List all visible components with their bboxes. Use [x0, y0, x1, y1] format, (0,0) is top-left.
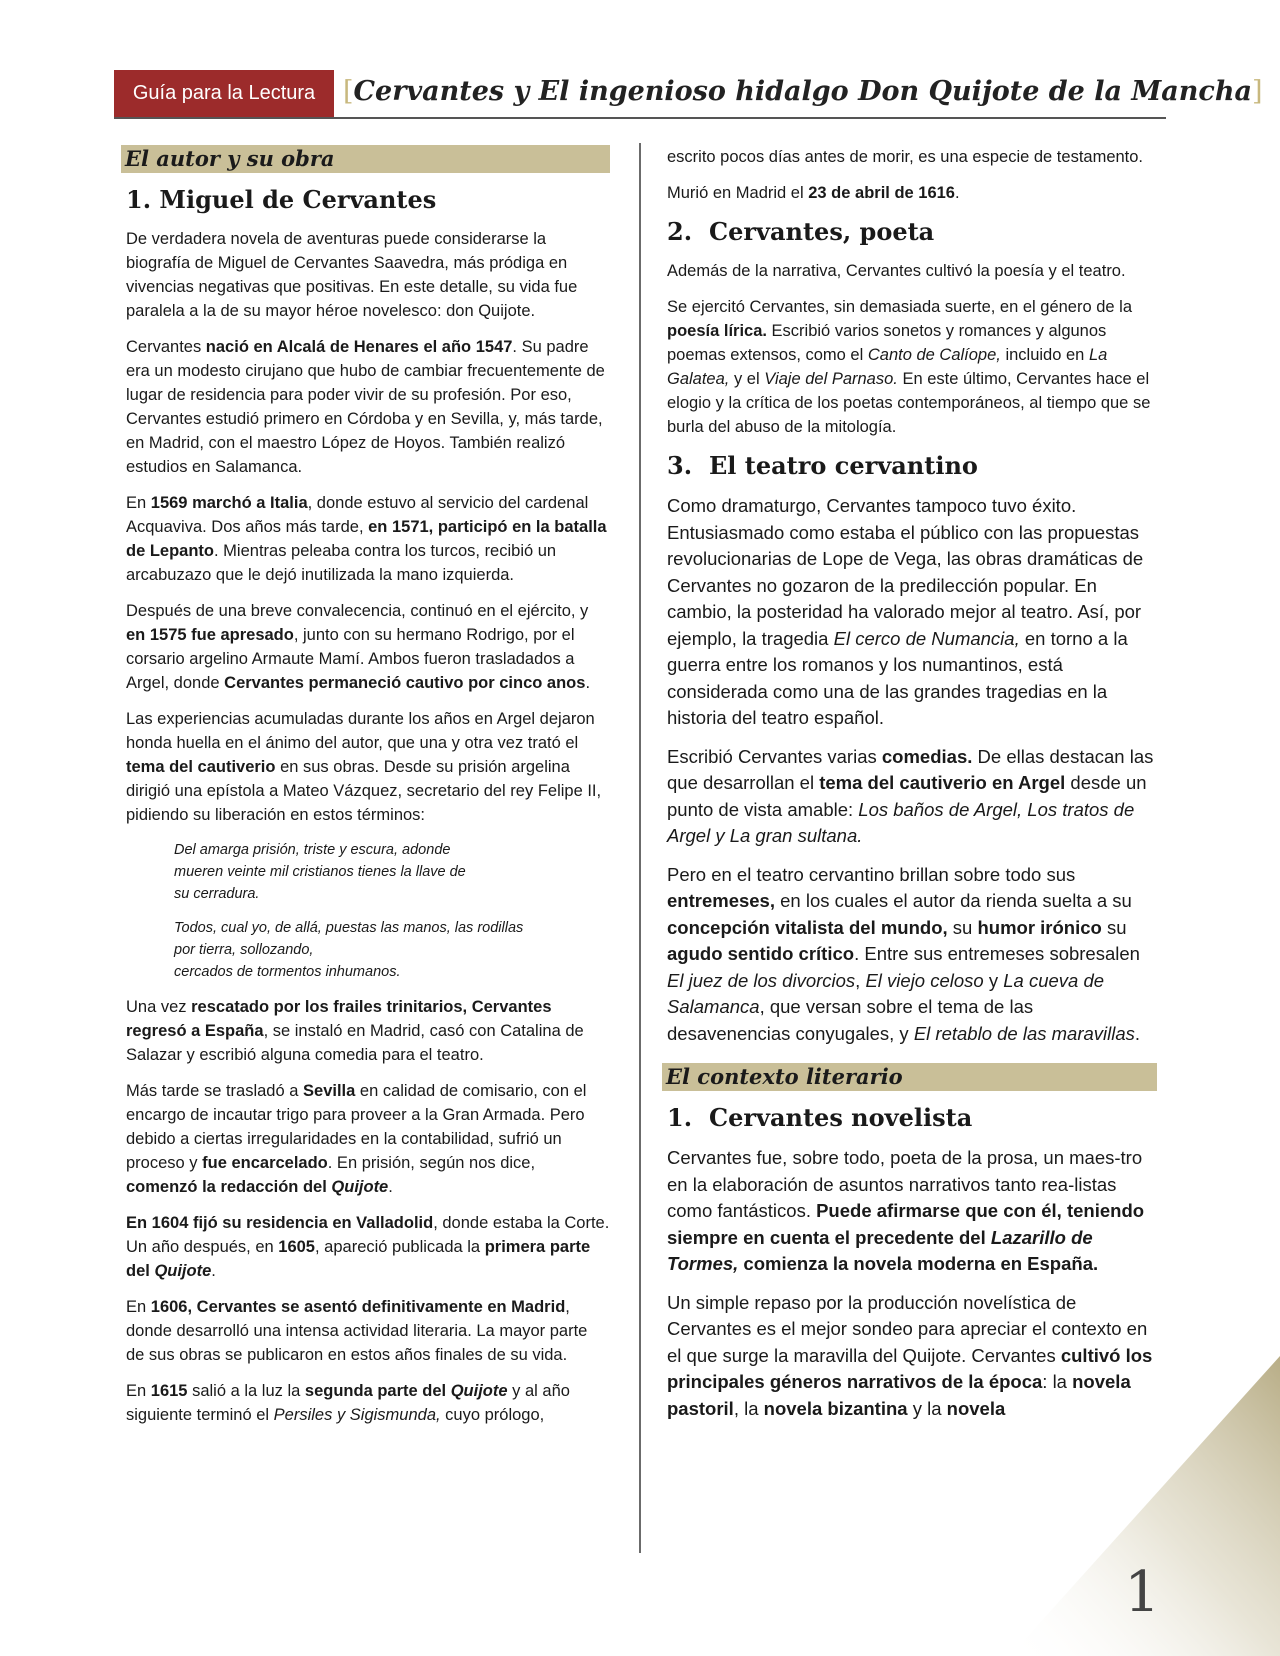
bracket-open: [: [343, 76, 354, 107]
paragraph: Más tarde se trasladó a Sevilla en calidad de comisario, con el encargo de incautar trigo para proveer a la Gran Armada. Pero debido a ciertas irregularidades en la contabilidad, sufrió un proceso y fue encarcelado. En prisión, según nos dice, comenzó la redacción del Quijote.: [126, 1082, 587, 1196]
paragraph: En 1606, Cervantes se asentó definitivamente en Madrid, donde desarrolló una intensa actividad literaria. La mayor parte de sus obras se publicaron en estos años finales de su vida.: [126, 1298, 588, 1364]
poem-stanza: Del amarga prisión, triste y escura, adonde mueren veinte mil cristianos tienes la llave de su cerradura.: [174, 842, 466, 902]
title-text: Cervantes y El ingenioso hidalgo Don Quijote de la Mancha: [353, 76, 1252, 107]
header-rule: [114, 117, 1166, 119]
paragraph: Pero en el teatro cervantino brillan sobre todo sus entremeses, en los cuales el autor da rienda suelta a su concepción vitalista del mundo, su humor irónico su agudo sentido crítico. Entre sus entremeses sobresalen El juez de los divorcios, El viejo celoso y La cueva de Salamanca, que versan sobre el tema de las desavenencias conyugales, y El retablo de las maravillas.: [667, 863, 1141, 1044]
paragraph: En 1569 marchó a Italia, donde estuvo al servicio del cardenal Acquaviva. Dos años más tarde, en 1571, participó en la batalla de Lepanto. Mientras peleaba contra los turcos, recibió un arcabuzazo que le dejó inutilizada la mano izquierda.: [126, 494, 607, 584]
paragraph: Un simple repaso por la producción novelística de Cervantes es el mejor sondeo para apreciar el contexto en el que surge la maravilla del Quijote. Cervantes cultivó los principales géneros narrativos de la época: la novela pastoril, la novela bizantina y la novela: [667, 1291, 1153, 1419]
paragraph: Como dramaturgo, Cervantes tampoco tuvo éxito. Entusiasmado como estaba el público con las propuestas revolucionarias de Lope de Vega, las obras dramáticas de Cervantes no gozaron de la predilección popular. En cambio, la posteridad ha valorado mejor al teatro. Así, por ejemplo, la tragedia El cerco de Numancia, en torno a la guerra entre los romanos y los numantinos, está considerada como una de las grandes tragedias en la historia del teatro español.: [667, 495, 1144, 728]
paragraph: Escribió Cervantes varias comedias. De ellas destacan las que desarrollan el tema del cautiverio en Argel desde un punto de vista amable: Los baños de Argel, Los tratos de Argel y La gran sultana.: [667, 745, 1154, 846]
heading-miguel-de-cervantes: 1. Miguel de Cervantes: [126, 185, 437, 214]
heading-cervantes-novelista: 1. Cervantes novelista: [667, 1103, 973, 1132]
paragraph: De verdadera novela de aventuras puede considerarse la biografía de Miguel de Cervantes Saavedra, más pródiga en vivencias negativas que positivas. En este detalle, su vida fue paralela a la de su mayor héroe novelesco: don Quijote.: [126, 230, 578, 320]
paragraph: escrito pocos días antes de morir, es una especie de testamento.: [667, 148, 1144, 166]
paragraph: Una vez rescatado por los frailes trinitarios, Cervantes regresó a España, se instaló en Madrid, casó con Catalina de Salazar y escribió alguna comedia para el teatro.: [126, 998, 584, 1064]
page-number: 1: [1124, 1560, 1160, 1625]
document-title: [343, 76, 1263, 107]
left-column: [126, 145, 610, 1439]
paragraph: Murió en Madrid el 23 de abril de 1616.: [667, 184, 960, 202]
paragraph: Después de una breve convalecencia, continuó en el ejército, y en 1575 fue apresado, junto con su hermano Rodrigo, por el corsario argelino Armaute Mamí. Ambos fueron trasladados a Argel, donde Cervantes permaneció cautivo por cinco anos.: [126, 602, 591, 692]
paragraph: Cervantes fue, sobre todo, poeta de la prosa, un maes-tro en la elaboración de asuntos narrativos tanto rea-listas como fantásticos. Puede afirmarse que con él, teniendo siempre en cuenta el precedente del Lazarillo de Tormes, comienza la novela moderna en España.: [667, 1147, 1145, 1274]
paragraph: Además de la narrativa, Cervantes cultivó la poesía y el teatro.: [667, 262, 1126, 280]
heading-cervantes-poeta: 2. Cervantes, poeta: [667, 217, 935, 246]
heading-teatro-cervantino: 3. El teatro cervantino: [667, 451, 978, 480]
paragraph: En 1615 salió a la luz la segunda parte del Quijote y al año siguiente terminó el Persiles y Sigismunda, cuyo prólogo,: [126, 1382, 570, 1424]
paragraph: En 1604 fijó su residencia en Valladolid, donde estaba la Corte. Un año después, en 1605, apareció publicada la primera parte del Quijote.: [126, 1214, 610, 1280]
paragraph: Las experiencias acumuladas durante los años en Argel dejaron honda huella en el ánimo del autor, que una y otra vez trató el tema del cautiverio en sus obras. Desde su prisión argelina dirigió una epístola a Mateo Vázquez, secretario del rey Felipe II, pidiendo su liberación en estos términos:: [126, 710, 602, 824]
section-heading: El autor y su obra: [121, 145, 610, 173]
poem-stanza: Todos, cual yo, de allá, puestas las manos, las rodillas por tierra, sollozando, cercados de tormentos inhumanos.: [174, 920, 524, 980]
header-tab: Guía para la Lectura: [114, 70, 334, 117]
bracket-close: ]: [1251, 76, 1263, 107]
paragraph: Cervantes nació en Alcalá de Henares el año 1547. Su padre era un modesto cirujano que hubo de cambiar frecuentemente de lugar de residencia para poder vivir de su profesión. Por eso, Cervantes estudió primero en Córdoba y en Sevilla, y, más tarde, en Madrid, con el maestro López de Hoyos. También realizó estudios en Salamanca.: [126, 338, 605, 476]
section-heading: El contexto literario: [662, 1063, 1157, 1091]
column-divider: [639, 143, 641, 1553]
paragraph: Se ejercitó Cervantes, sin demasiada suerte, en el género de la poesía lírica. Escribió varios sonetos y romances y algunos poemas extensos, como el Canto de Calíope, incluido en La Galatea, y el Viaje del Parnaso. En este último, Cervantes hace el elogio y la crítica de los poetas contemporáneos, al tiempo que se burla del abuso de la mitología.: [667, 298, 1151, 436]
right-column: [667, 145, 1157, 1434]
